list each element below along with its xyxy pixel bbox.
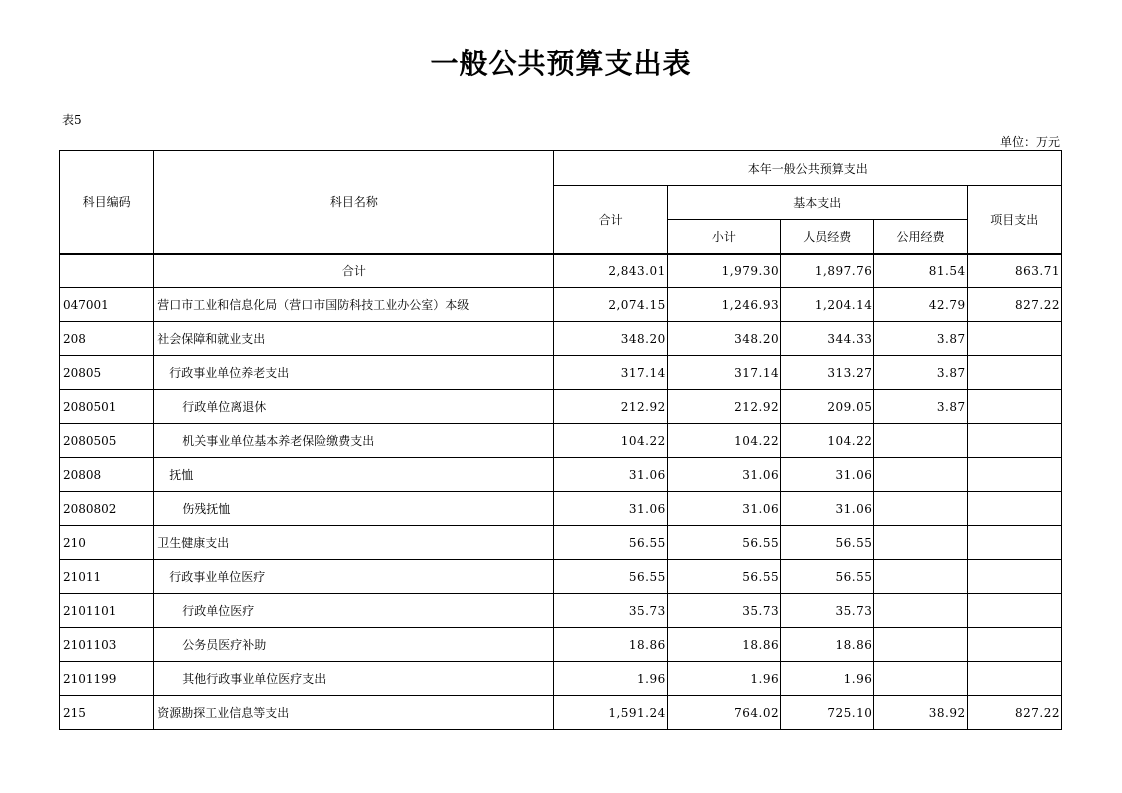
cell-project [967,594,1061,628]
cell-personnel: 35.73 [781,594,874,628]
cell-total: 56.55 [554,560,667,594]
table-row [60,594,1062,628]
cell-personnel: 344.33 [781,322,874,356]
cell-code: 215 [60,696,154,730]
cell-personnel: 313.27 [781,356,874,390]
cell-total: 18.86 [554,628,667,662]
table-row [60,628,1062,662]
cell-public [874,492,967,526]
cell-project [967,390,1061,424]
cell-public: 42.79 [874,288,967,322]
cell-name: 社会保障和就业支出 [154,322,554,356]
cell-subtotal: 31.06 [667,458,780,492]
cell-code: 2101101 [60,594,154,628]
table-row [60,526,1062,560]
cell-code: 2101103 [60,628,154,662]
cell-public [874,458,967,492]
cell-personnel: 1,204.14 [781,288,874,322]
cell-code [60,254,154,288]
cell-code: 2080505 [60,424,154,458]
cell-total: 2,074.15 [554,288,667,322]
total-row [60,254,1062,288]
cell-total: 56.55 [554,526,667,560]
cell-name: 合计 [154,254,554,288]
cell-code: 20808 [60,458,154,492]
cell-code: 2101199 [60,662,154,696]
table-row [60,560,1062,594]
cell-name: 营口市工业和信息化局（营口市国防科技工业办公室）本级 [154,288,554,322]
cell-public [874,628,967,662]
table-row [60,696,1062,730]
cell-project: 863.71 [967,254,1061,288]
cell-project [967,492,1061,526]
cell-subtotal: 56.55 [667,560,780,594]
cell-subtotal: 56.55 [667,526,780,560]
cell-personnel: 1.96 [781,662,874,696]
cell-code: 2080802 [60,492,154,526]
cell-project [967,628,1061,662]
cell-name: 其他行政事业单位医疗支出 [154,662,554,696]
cell-subtotal: 212.92 [667,390,780,424]
cell-subtotal: 31.06 [667,492,780,526]
cell-total: 317.14 [554,356,667,390]
cell-code: 208 [60,322,154,356]
cell-total: 31.06 [554,458,667,492]
cell-name: 行政事业单位养老支出 [154,356,554,390]
table-row [60,424,1062,458]
cell-name: 公务员医疗补助 [154,628,554,662]
table-row [60,288,1062,322]
cell-subtotal: 1.96 [667,662,780,696]
cell-subtotal: 35.73 [667,594,780,628]
table-row [60,356,1062,390]
cell-project [967,458,1061,492]
cell-subtotal: 1,246.93 [667,288,780,322]
cell-code: 047001 [60,288,154,322]
cell-total: 31.06 [554,492,667,526]
cell-public [874,560,967,594]
table-header [60,151,1062,254]
header-project: 项目支出 [967,186,1061,254]
cell-public [874,594,967,628]
table-number: 表5 [62,113,82,127]
cell-total: 104.22 [554,424,667,458]
cell-total: 1.96 [554,662,667,696]
cell-code: 2080501 [60,390,154,424]
cell-personnel: 31.06 [781,492,874,526]
cell-personnel: 56.55 [781,526,874,560]
header-basic: 基本支出 [667,186,967,220]
cell-name: 卫生健康支出 [154,526,554,560]
cell-subtotal: 1,979.30 [667,254,780,288]
cell-name: 抚恤 [154,458,554,492]
cell-project: 827.22 [967,696,1061,730]
cell-subtotal: 348.20 [667,322,780,356]
cell-subtotal: 18.86 [667,628,780,662]
cell-public: 81.54 [874,254,967,288]
cell-name: 行政单位离退休 [154,390,554,424]
cell-project [967,560,1061,594]
cell-name: 资源勘探工业信息等支出 [154,696,554,730]
cell-public [874,526,967,560]
cell-name: 机关事业单位基本养老保险缴费支出 [154,424,554,458]
header-subtotal: 小计 [667,220,780,254]
cell-code: 20805 [60,356,154,390]
header-group: 本年一般公共预算支出 [554,151,1062,186]
cell-public [874,662,967,696]
budget-table [59,150,1062,730]
cell-code: 210 [60,526,154,560]
header-personnel: 人员经费 [781,220,874,254]
cell-name: 行政单位医疗 [154,594,554,628]
cell-personnel: 56.55 [781,560,874,594]
cell-project [967,662,1061,696]
header-public: 公用经费 [874,220,967,254]
cell-public: 38.92 [874,696,967,730]
header-code: 科目编码 [60,151,154,254]
cell-total: 2,843.01 [554,254,667,288]
page-title: 一般公共预算支出表 [430,47,692,80]
cell-public: 3.87 [874,322,967,356]
cell-project [967,424,1061,458]
cell-personnel: 725.10 [781,696,874,730]
table-row [60,322,1062,356]
cell-project [967,526,1061,560]
cell-public: 3.87 [874,356,967,390]
unit-label: 单位：万元 [999,135,1060,149]
cell-total: 1,591.24 [554,696,667,730]
cell-public [874,424,967,458]
table-row [60,492,1062,526]
table-row [60,390,1062,424]
cell-subtotal: 764.02 [667,696,780,730]
cell-subtotal: 317.14 [667,356,780,390]
cell-personnel: 18.86 [781,628,874,662]
cell-total: 212.92 [554,390,667,424]
cell-public: 3.87 [874,390,967,424]
table-row [60,458,1062,492]
cell-total: 348.20 [554,322,667,356]
cell-name: 行政事业单位医疗 [154,560,554,594]
cell-personnel: 1,897.76 [781,254,874,288]
cell-project [967,356,1061,390]
cell-personnel: 209.05 [781,390,874,424]
cell-project [967,322,1061,356]
cell-personnel: 31.06 [781,458,874,492]
table-body [60,254,1062,730]
header-name: 科目名称 [154,151,554,254]
table-row [60,662,1062,696]
header-total: 合计 [554,186,667,254]
cell-name: 伤残抚恤 [154,492,554,526]
cell-project: 827.22 [967,288,1061,322]
cell-total: 35.73 [554,594,667,628]
cell-personnel: 104.22 [781,424,874,458]
cell-code: 21011 [60,560,154,594]
cell-subtotal: 104.22 [667,424,780,458]
